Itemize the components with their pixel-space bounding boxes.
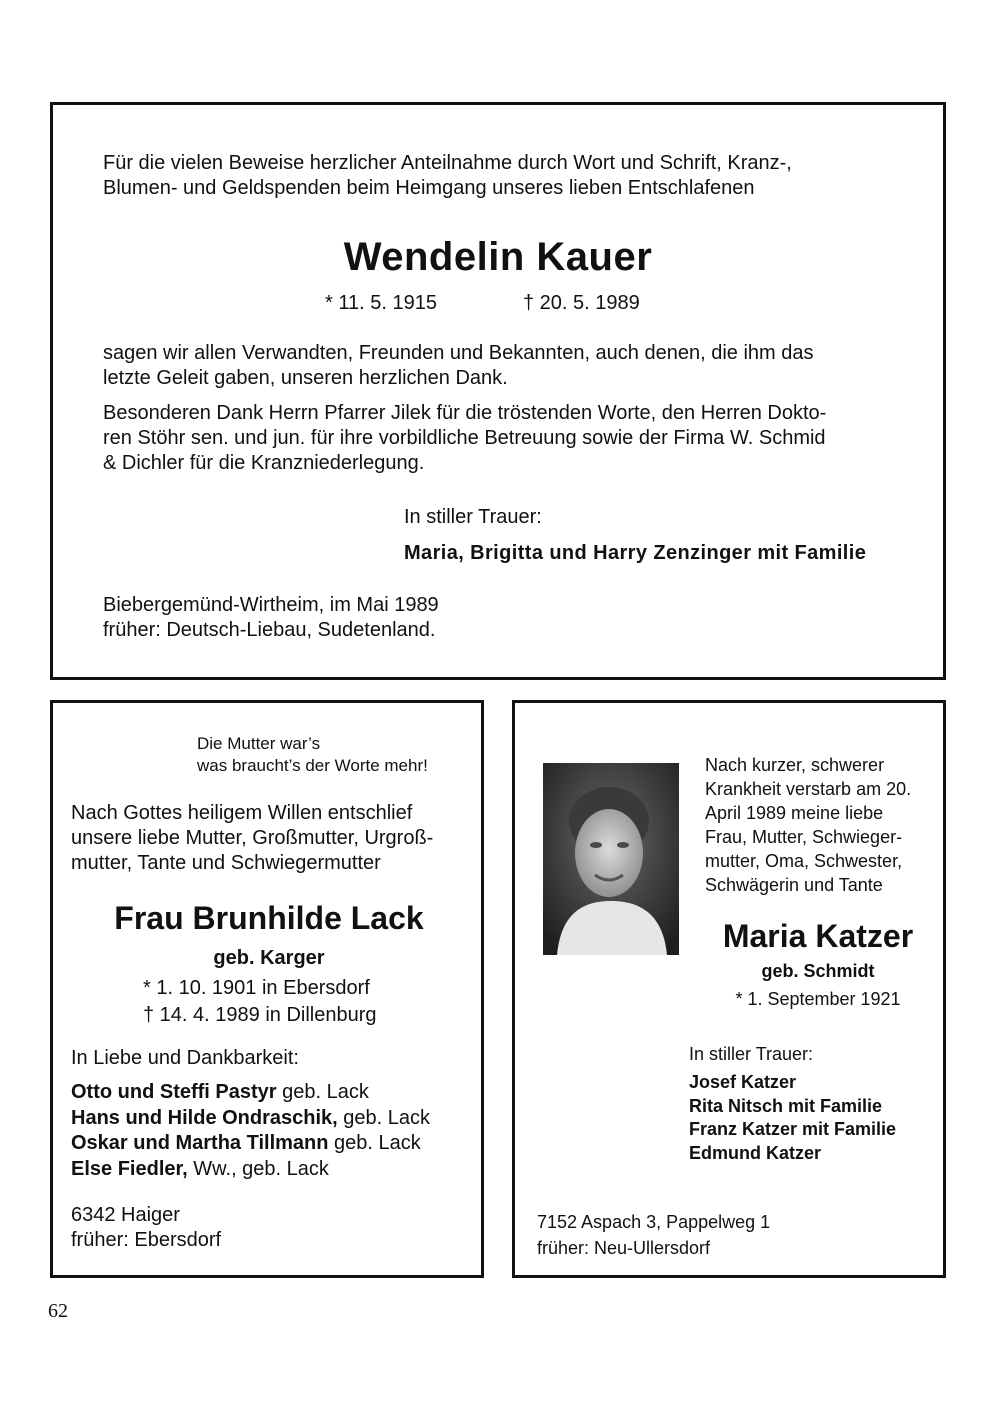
death-date: † 14. 4. 1989 in Dillenburg (143, 1004, 377, 1026)
list-item: Oskar und Martha Tillmann geb. Lack (71, 1132, 421, 1154)
list-item: Otto und Steffi Pastyr geb. Lack (71, 1081, 369, 1103)
special-thanks-paragraph: Besonderen Dank Herrn Pfarrer Jilek für die tröstenden Worte, den Herren Dokto- ren Stöhr sen. und jun. für ihre vorbildliche Betreuung sowie der Firma W. Schmid & Dichler für die Kranzniederlegung. (103, 402, 827, 474)
mourning-heading: In Liebe und Dankbarkeit: (71, 1047, 299, 1069)
address: 7152 Aspach 3, Pappelweg 1 früher: Neu-Ullersdorf (537, 1212, 771, 1258)
deceased-name: Maria Katzer (722, 918, 914, 954)
page-number: 62 (48, 1300, 68, 1322)
death-announcement: Nach kurzer, schwerer Krankheit verstarb am 20. April 1989 meine liebe Frau, Mutter, Schwieger- mutter, Oma, Schwester, Schwägerin und Tante (705, 755, 912, 895)
maiden-name: geb. Karger (213, 947, 325, 969)
maiden-name: geb. Schmidt (761, 961, 875, 981)
death-date: † 20. 5. 1989 (523, 292, 640, 314)
notice-brunhilde-lack (50, 700, 484, 1278)
place-and-date: Biebergemünd-Wirtheim, im Mai 1989 früher: Deutsch-Liebau, Sudetenland. (103, 594, 439, 641)
notice-intro: Nach Gottes heiligem Willen entschlief unsere liebe Mutter, Großmutter, Urgroß- mutter, Tante und Schwiegermutter (71, 802, 434, 874)
notice-wendelin-kauer (50, 102, 946, 680)
list-item: Edmund Katzer (689, 1142, 822, 1163)
address: 6342 Haiger früher: Ebersdorf (71, 1204, 222, 1251)
deceased-name: Wendelin Kauer (343, 235, 653, 279)
notice-maria-katzer (512, 700, 946, 1278)
list-item: Rita Nitsch mit Familie (689, 1095, 883, 1116)
mourners-list (71, 1080, 430, 1182)
birth-date: * 1. 10. 1901 in Ebersdorf (143, 977, 370, 999)
mourning-heading: In stiller Trauer: (404, 506, 542, 528)
list-item: Josef Katzer (689, 1072, 797, 1092)
mourning-heading: In stiller Trauer: (689, 1044, 814, 1064)
portrait-photo (543, 763, 679, 955)
list-item: Else Fiedler, Ww., geb. Lack (71, 1157, 329, 1180)
list-item: Hans und Hilde Ondraschik, geb. Lack (71, 1106, 431, 1129)
motto: Die Mutter war’s was braucht’s der Worte mehr! (197, 734, 428, 775)
list-item: Franz Katzer mit Familie (689, 1119, 897, 1139)
birth-date: * 1. September 1921 (735, 989, 901, 1009)
mourners-list (689, 1071, 896, 1165)
notice-intro: Für die vielen Beweise herzlicher Anteilnahme durch Wort und Schrift, Kranz-, Blumen- und Geldspenden beim Heimgang unseres lieben Entschlafenen (103, 152, 792, 199)
deceased-name: Frau Brunhilde Lack (114, 900, 424, 936)
birth-date: * 11. 5. 1915 (325, 292, 437, 314)
thanks-paragraph: sagen wir allen Verwandten, Freunden und Bekannten, auch denen, die ihm das letzte Geleit gaben, unseren herzlichen Dank. (103, 342, 814, 389)
mourners-signature: Maria, Brigitta und Harry Zenzinger mit Familie (404, 542, 867, 564)
